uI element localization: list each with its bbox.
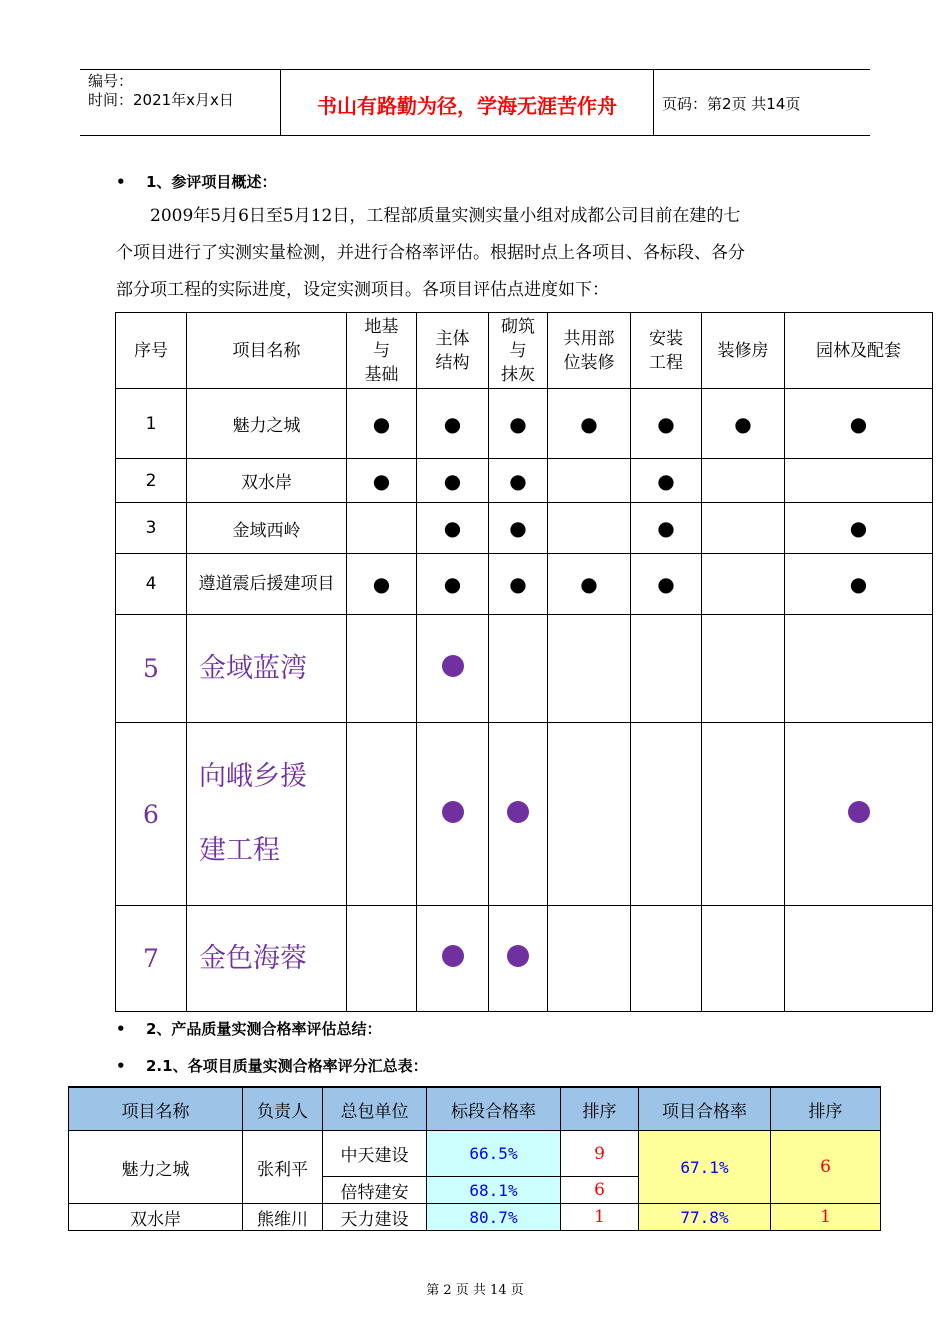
rate-summary-table <box>68 1086 881 1231</box>
progress-mark <box>785 459 933 503</box>
section-rank-cell: 1 <box>561 1204 639 1231</box>
table-row <box>116 554 933 615</box>
progress-mark <box>417 906 489 1012</box>
col-header: 安装 工程 <box>631 313 702 389</box>
progress-mark: ● <box>785 554 933 615</box>
progress-mark: ● <box>417 554 489 615</box>
section1-heading: • 1、参评项目概述： <box>116 173 277 191</box>
col-header: 项目名称 <box>187 313 347 389</box>
progress-mark: ● <box>785 389 933 459</box>
col-header: 共用部 位装修 <box>548 313 631 389</box>
progress-mark <box>702 554 785 615</box>
header-meta <box>88 72 234 110</box>
progress-header-row <box>116 313 933 389</box>
progress-mark: ● <box>489 503 548 554</box>
progress-mark: ● <box>631 503 702 554</box>
progress-dot <box>848 801 870 823</box>
table-row <box>69 1131 881 1177</box>
progress-mark: ● <box>631 459 702 503</box>
table-row <box>116 615 933 723</box>
progress-mark <box>702 615 785 723</box>
section-rank-cell: 6 <box>561 1177 639 1204</box>
table-row <box>116 906 933 1012</box>
col-header: 园林及配套 <box>785 313 933 389</box>
section2-title: 2、产品质量实测合格率评估总结： <box>146 1020 382 1038</box>
progress-mark: ● <box>489 389 548 459</box>
col-header: 负责人 <box>243 1087 323 1131</box>
progress-mark: ● <box>347 554 417 615</box>
col-header: 排序 <box>561 1087 639 1131</box>
section1-title: 1、参评项目概述： <box>146 173 277 191</box>
col-header: 标段合格率 <box>427 1087 561 1131</box>
progress-mark <box>489 906 548 1012</box>
progress-mark: ● <box>417 503 489 554</box>
project-rank-cell: 6 <box>771 1131 881 1204</box>
progress-mark <box>631 615 702 723</box>
section2-subheading: • 2.1、各项目质量实测合格率评分汇总表： <box>116 1057 428 1075</box>
seq-cell: 7 <box>116 906 187 1012</box>
motto: 书山有路勤为径，学海无涯苦作舟 <box>317 94 617 118</box>
project-cell: 双水岸 <box>69 1204 243 1231</box>
header-top-rule <box>80 69 870 70</box>
progress-mark: ● <box>631 389 702 459</box>
header-divider <box>653 69 654 136</box>
progress-mark <box>347 723 417 906</box>
progress-mark <box>548 459 631 503</box>
project-rate-cell: 67.1% <box>639 1131 771 1204</box>
page-footer: 第 2 页 共 14 页 <box>426 1283 524 1298</box>
progress-mark <box>489 615 548 723</box>
seq-cell: 4 <box>116 554 187 615</box>
progress-mark <box>785 906 933 1012</box>
seq-cell: 5 <box>116 615 187 723</box>
progress-dot <box>442 655 464 677</box>
contractor-cell: 中天建设 <box>323 1131 427 1177</box>
progress-mark <box>347 615 417 723</box>
owner-cell: 熊维川 <box>243 1204 323 1231</box>
progress-mark <box>489 723 548 906</box>
progress-dot <box>442 801 464 823</box>
project-name-cell: 魅力之城 <box>187 389 347 459</box>
progress-mark <box>548 723 631 906</box>
owner-cell: 张利平 <box>243 1131 323 1204</box>
header-divider <box>280 69 281 136</box>
progress-mark: ● <box>631 554 702 615</box>
progress-mark <box>548 615 631 723</box>
progress-table <box>115 312 933 1012</box>
project-name-cell: 金域蓝湾 <box>187 615 347 723</box>
progress-mark <box>702 503 785 554</box>
progress-mark <box>702 906 785 1012</box>
progress-mark: ● <box>347 459 417 503</box>
project-name-cell: 遵道震后援建项目 <box>187 554 347 615</box>
section-rate-cell: 80.7% <box>427 1204 561 1231</box>
section2-heading: • 2、产品质量实测合格率评估总结： <box>116 1020 382 1038</box>
progress-mark <box>347 906 417 1012</box>
col-header: 地基 与 基础 <box>347 313 417 389</box>
progress-mark <box>631 906 702 1012</box>
col-header: 项目名称 <box>69 1087 243 1131</box>
progress-mark <box>548 503 631 554</box>
progress-mark <box>702 459 785 503</box>
progress-dot <box>442 945 464 967</box>
progress-mark: ● <box>489 459 548 503</box>
progress-mark <box>548 906 631 1012</box>
table-row <box>116 503 933 554</box>
progress-mark: ● <box>347 389 417 459</box>
section-rate-cell: 66.5% <box>427 1131 561 1177</box>
progress-mark <box>785 615 933 723</box>
col-header: 砌筑 与 抹灰 <box>489 313 548 389</box>
table-row <box>116 459 933 503</box>
para-line: 2009年5月6日至5月12日，工程部质量实测实量小组对成都公司目前在建的七 <box>150 206 741 226</box>
progress-mark <box>702 723 785 906</box>
progress-mark: ● <box>548 389 631 459</box>
header-bottom-rule <box>80 135 870 136</box>
progress-mark: ● <box>785 503 933 554</box>
contractor-cell: 天力建设 <box>323 1204 427 1231</box>
project-cell: 魅力之城 <box>69 1131 243 1204</box>
col-header: 序号 <box>116 313 187 389</box>
rate-header-row <box>69 1087 881 1131</box>
progress-mark: ● <box>702 389 785 459</box>
col-header: 排序 <box>771 1087 881 1131</box>
progress-mark <box>785 723 933 906</box>
project-rank-cell: 1 <box>771 1204 881 1231</box>
seq-cell: 1 <box>116 389 187 459</box>
col-header: 项目合格率 <box>639 1087 771 1131</box>
seq-cell: 2 <box>116 459 187 503</box>
project-name-cell: 双水岸 <box>187 459 347 503</box>
progress-mark <box>347 503 417 554</box>
progress-mark: ● <box>417 389 489 459</box>
col-header: 总包单位 <box>323 1087 427 1131</box>
progress-mark: ● <box>489 554 548 615</box>
table-row <box>69 1204 881 1231</box>
progress-mark <box>631 723 702 906</box>
progress-dot <box>507 801 529 823</box>
table-row <box>116 723 933 906</box>
table-row <box>116 389 933 459</box>
page-info: 页码：第2页 共14页 <box>662 95 801 113</box>
contractor-cell: 倍特建安 <box>323 1177 427 1204</box>
progress-dot <box>507 945 529 967</box>
col-header: 主体 结构 <box>417 313 489 389</box>
section-rank-cell: 9 <box>561 1131 639 1177</box>
project-rate-cell: 77.8% <box>639 1204 771 1231</box>
project-name-cell: 向峨乡援建工程 <box>187 723 347 906</box>
number-label: 编号： <box>88 72 134 90</box>
project-name-cell: 金域西岭 <box>187 503 347 554</box>
time-label: 时间：2021年x月x日 <box>88 91 234 109</box>
section1-paragraph <box>116 198 836 309</box>
para-line: 个项目进行了实测实量检测，并进行合格率评估。根据时点上各项目、各标段、各分 <box>116 243 745 263</box>
para-line: 部分项工程的实际进度，设定实测项目。各项目评估点进度如下： <box>116 280 609 300</box>
progress-mark <box>417 723 489 906</box>
progress-mark: ● <box>548 554 631 615</box>
project-name-cell: 金色海蓉 <box>187 906 347 1012</box>
progress-mark: ● <box>417 459 489 503</box>
seq-cell: 6 <box>116 723 187 906</box>
seq-cell: 3 <box>116 503 187 554</box>
col-header: 装修房 <box>702 313 785 389</box>
section-rate-cell: 68.1% <box>427 1177 561 1204</box>
progress-mark <box>417 615 489 723</box>
section2-subtitle: 2.1、各项目质量实测合格率评分汇总表： <box>146 1057 428 1075</box>
